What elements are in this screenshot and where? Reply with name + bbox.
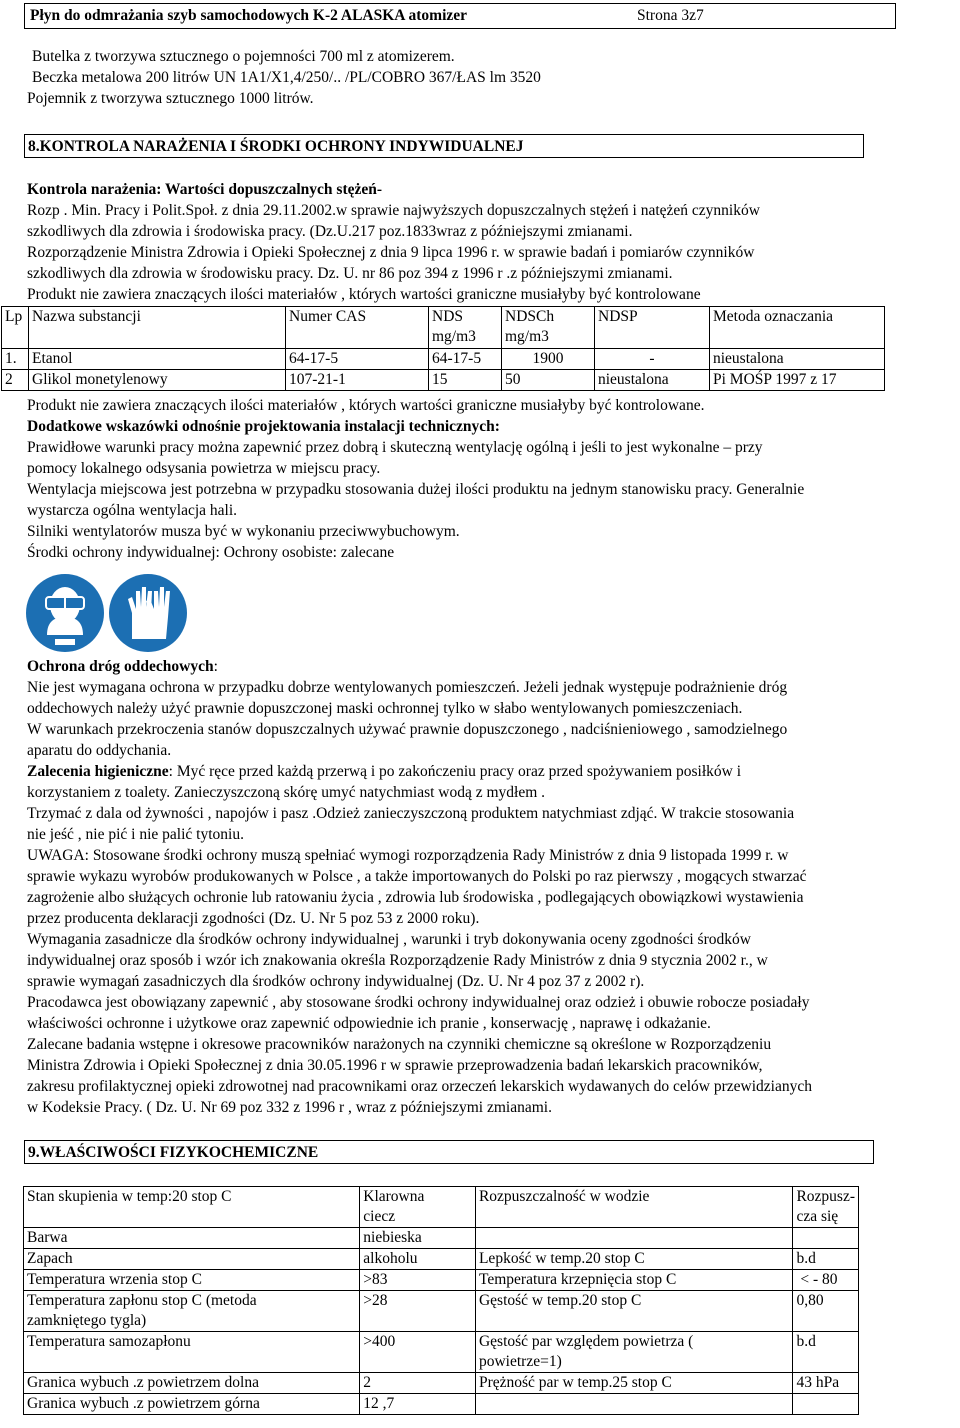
table-cell: alkoholu <box>360 1249 476 1270</box>
table-row <box>24 1187 859 1228</box>
respiratory-heading-line <box>27 657 218 678</box>
table-cell: 43 hPa <box>793 1373 859 1394</box>
table-header-cell: NDSCh mg/m3 <box>502 307 595 349</box>
table-cell: Rozpuszczalność w wodzie <box>475 1187 792 1228</box>
technical-heading: Dodatkowe wskazówki odnośnie projektowania instalacji technicznych: <box>27 418 500 435</box>
hygiene-line: Ministra Zdrowia i Opieki Społecznej z dnia 30.05.1996 r w sprawie przeprowadzenia badań lekarskich pracowników, <box>27 1057 763 1074</box>
table-row <box>24 1394 859 1415</box>
safety-goggles-icon <box>25 573 105 653</box>
section-9-heading: 9.WŁAŚCIWOŚCI FIZYKOCHEMICZNE <box>24 1140 874 1164</box>
table-cell: >400 <box>360 1332 476 1373</box>
hygiene-line: w Kodeksie Pracy. ( Dz. U. Nr 69 poz 332 z 1996 r , wraz z późniejszymi zmianami. <box>27 1099 552 1116</box>
table-cell: 50 <box>502 370 595 391</box>
table-cell: - <box>595 349 710 370</box>
table-cell: Etanol <box>29 349 286 370</box>
hygiene-heading: Zalecenia higieniczne <box>27 763 169 780</box>
table-cell: < - 80 <box>793 1270 859 1291</box>
table-cell: >28 <box>360 1291 476 1332</box>
table-cell: 107-21-1 <box>286 370 429 391</box>
respiratory-line: Nie jest wymagana ochrona w przypadku dobrze wentylowanych pomieszczeń. Jeżeli jednak występuje podrażnienie dróg <box>27 679 788 696</box>
hygiene-line: zakresu profilaktycznej opieki zdrowotnej nad pracownikami oraz orzeczeń lekarskich wydawanych do celów przewidzianych <box>27 1078 812 1095</box>
table-cell: >83 <box>360 1270 476 1291</box>
table-cell: Stan skupienia w temp:20 stop C <box>24 1187 360 1228</box>
document-header <box>24 3 896 29</box>
table-cell: Glikol monetylenowy <box>29 370 286 391</box>
technical-line: pomocy lokalnego odsysania powietrza w miejscu pracy. <box>27 460 381 477</box>
hygiene-line: przez producenta deklaracji zgodności (Dz. U. Nr 5 poz 53 z 2000 roku). <box>27 910 480 927</box>
hygiene-line: Pracodawca jest obowiązany zapewnić , aby stosowane środki ochrony indywidualnej oraz odzież i obuwie robocze posiadały <box>27 994 810 1011</box>
table-row <box>24 1249 859 1270</box>
table-cell: 0,80 <box>793 1291 859 1332</box>
table-header-row <box>2 307 885 349</box>
regulation-line: Rozporządzenie Ministra Zdrowia i Opieki Społecznej z dnia 9 lipca 1996 r. w sprawie badań i pomiarów czynników <box>27 244 755 261</box>
table-cell: Temperatura krzepnięcia stop C <box>475 1270 792 1291</box>
hygiene-line: Trzymać z dala od żywności , napojów i pasz .Odzież zanieczyszczoną produktem natychmiast zdjąć. W trakcie stosowania <box>27 805 795 822</box>
table-cell: Zapach <box>24 1249 360 1270</box>
table-header-cell: NDS mg/m3 <box>429 307 502 349</box>
table-cell: Granica wybuch .z powietrzem górna <box>24 1394 360 1415</box>
hygiene-line: indywidualnej oraz sposób i wzór ich znakowania określa Rozporządzenie Rady Ministrów z dnia 9 stycznia 2002 r., w <box>27 952 768 969</box>
respiratory-line: aparatu do oddychania. <box>27 742 172 759</box>
table-row <box>24 1291 859 1332</box>
table-cell: 2 <box>360 1373 476 1394</box>
section-8-subtitle: Kontrola narażenia: Wartości dopuszczalnych stężeń- <box>27 181 383 198</box>
table-row <box>2 370 885 391</box>
hygiene-line: Wymagania zasadnicze dla środków ochrony indywidualnej , warunki i tryb dokonywania oceny zgodności środków <box>27 931 751 948</box>
exposure-limits-table <box>1 306 885 391</box>
physicochemical-properties-table <box>23 1186 859 1415</box>
hygiene-line: sprawie wykazu wyrobów produkowanych w Polsce , a także importowanych do Polski po raz pierwszy , mogących stwarzać <box>27 868 807 885</box>
table-cell: 1. <box>2 349 29 370</box>
after-table-note: Produkt nie zawiera znaczących ilości materiałów , których wartości graniczne musiałyby być kontrolowane. <box>27 397 705 414</box>
hygiene-line: Zalecane badania wstępne i okresowe pracowników narażonych na czynniki chemiczne są określone w Rozporządzeniu <box>27 1036 772 1053</box>
table-cell <box>793 1394 859 1415</box>
hygiene-line <box>27 762 741 783</box>
table-cell: Temperatura samozapłonu <box>24 1332 360 1373</box>
table-cell: Temperatura wrzenia stop C <box>24 1270 360 1291</box>
respiratory-heading: Ochrona dróg oddechowych <box>27 658 214 675</box>
table-cell: nieustalona <box>595 370 710 391</box>
table-cell: 2 <box>2 370 29 391</box>
table-cell: 64-17-5 <box>429 349 502 370</box>
table-cell: Granica wybuch .z powietrzem dolna <box>24 1373 360 1394</box>
table-header-cell: NDSP <box>595 307 710 349</box>
hygiene-line: sprawie wymagań zasadniczych dla środków ochrony indywidualnej (Dz. U. Nr 4 poz 37 z 2002 r). <box>27 973 645 990</box>
regulation-line: Produkt nie zawiera znaczących ilości materiałów , których wartości graniczne musiałyby być kontrolowane <box>27 286 701 303</box>
table-header-cell: Lp <box>2 307 29 349</box>
technical-line: wystarcza ogólna wentylacja hali. <box>27 502 238 519</box>
table-row <box>24 1373 859 1394</box>
page-number: Strona 3z7 <box>637 7 704 24</box>
hygiene-line: właściwości ochronne i użytkowe oraz zapewnić odpowiednie ich pranie , konserwację , naprawę i odkażanie. <box>27 1015 711 1032</box>
table-cell <box>793 1228 859 1249</box>
hygiene-line: nie jeść , nie pić i nie palić tytoniu. <box>27 826 244 843</box>
table-cell: niebieska <box>360 1228 476 1249</box>
respiratory-line: oddechowych należy użyć prawnie dopuszczonej maski ochronnej tylko w słabo wentylowanych pomieszczeniach. <box>27 700 743 717</box>
table-cell: Pi MOŚP 1997 z 17 <box>710 370 885 391</box>
table-header-cell: Nazwa substancji <box>29 307 286 349</box>
technical-line: Prawidłowe warunki pracy można zapewnić przez dobrą i skuteczną wentylację ogólną i jeśli to jest wykonalne – przy <box>27 439 763 456</box>
packaging-line: Butelka z tworzywa sztucznego o pojemności 700 ml z atomizerem. <box>32 48 455 65</box>
table-cell: 1900 <box>502 349 595 370</box>
protective-gloves-icon <box>108 573 188 653</box>
regulation-line: Rozp . Min. Pracy i Polit.Społ. z dnia 29.11.2002.w sprawie najwyższych dopuszczalnych stężeń i natężeń czynników <box>27 202 760 219</box>
table-cell: 64-17-5 <box>286 349 429 370</box>
table-cell: Lepkość w temp.20 stop C <box>475 1249 792 1270</box>
respiratory-heading-colon: : <box>213 658 218 675</box>
table-cell: b.d <box>793 1249 859 1270</box>
section-8-heading: 8.KONTROLA NARAŻENIA I ŚRODKI OCHRONY INDYWIDUALNEJ <box>24 134 864 158</box>
packaging-line: Beczka metalowa 200 litrów UN 1A1/X1,4/250/.. /PL/COBRO 367/ŁAS lm 3520 <box>32 69 541 86</box>
table-header-cell: Metoda oznaczania <box>710 307 885 349</box>
table-cell <box>475 1394 792 1415</box>
table-cell: nieustalona <box>710 349 885 370</box>
table-row <box>24 1270 859 1291</box>
table-cell: Gęstość w temp.20 stop C <box>475 1291 792 1332</box>
hygiene-line: korzystaniem z toalety. Zanieczyszczoną skórę umyć natychmiast wodą z mydłem . <box>27 784 546 801</box>
hygiene-line: zagrożenie albo służących ochronie lub ratowaniu życia , zdrowia lub środowiska , podlegających obowiązkowi wystawienia <box>27 889 804 906</box>
technical-line: Wentylacja miejscowa jest potrzebna w przypadku stosowania dużej ilości produktu na jednym stanowisku pracy. Generalnie <box>27 481 805 498</box>
table-cell: Barwa <box>24 1228 360 1249</box>
packaging-line: Pojemnik z tworzywa sztucznego 1000 litrów. <box>27 90 314 107</box>
regulation-line: szkodliwych dla zdrowia w środowisku pracy. Dz. U. nr 86 poz 394 z 1996 r .z późniejszymi zmianami. <box>27 265 673 282</box>
table-cell: Gęstość par względem powietrza ( powietrze=1) <box>475 1332 792 1373</box>
respiratory-line: W warunkach przekroczenia stanów dopuszczalnych używać prawnie dopuszczonego , nadciśnieniowego , samodzielnego <box>27 721 788 738</box>
table-cell: Prężność par w temp.25 stop C <box>475 1373 792 1394</box>
table-row <box>24 1228 859 1249</box>
table-cell: Klarowna ciecz <box>360 1187 476 1228</box>
table-cell: Rozpusz- cza się <box>793 1187 859 1228</box>
hygiene-first-text: : Myć ręce przed każdą przerwą i po zakończeniu pracy oraz przed spożywaniem posiłków i <box>168 763 742 780</box>
hygiene-line: UWAGA: Stosowane środki ochrony muszą spełniać wymogi rozporządzenia Rady Ministrów z dnia 9 listopada 1999 r. w <box>27 847 789 864</box>
technical-line: Silniki wentylatorów musza być w wykonaniu przeciwwybuchowym. <box>27 523 460 540</box>
technical-line: Środki ochrony indywidualnej: Ochrony osobiste: zalecane <box>27 544 395 561</box>
regulation-line: szkodliwych dla zdrowia i środowiska pracy. (Dz.U.217 poz.1833wraz z późniejszymi zmianami. <box>27 223 633 240</box>
table-row <box>24 1332 859 1373</box>
table-cell <box>475 1228 792 1249</box>
table-cell: Temperatura zapłonu stop C (metoda zamkniętego tygla) <box>24 1291 360 1332</box>
table-cell: 15 <box>429 370 502 391</box>
table-cell: b.d <box>793 1332 859 1373</box>
table-header-cell: Numer CAS <box>286 307 429 349</box>
table-cell: 12 ,7 <box>360 1394 476 1415</box>
product-title: Płyn do odmrażania szyb samochodowych K-2 ALASKA atomizer <box>30 7 468 24</box>
table-row <box>2 349 885 370</box>
